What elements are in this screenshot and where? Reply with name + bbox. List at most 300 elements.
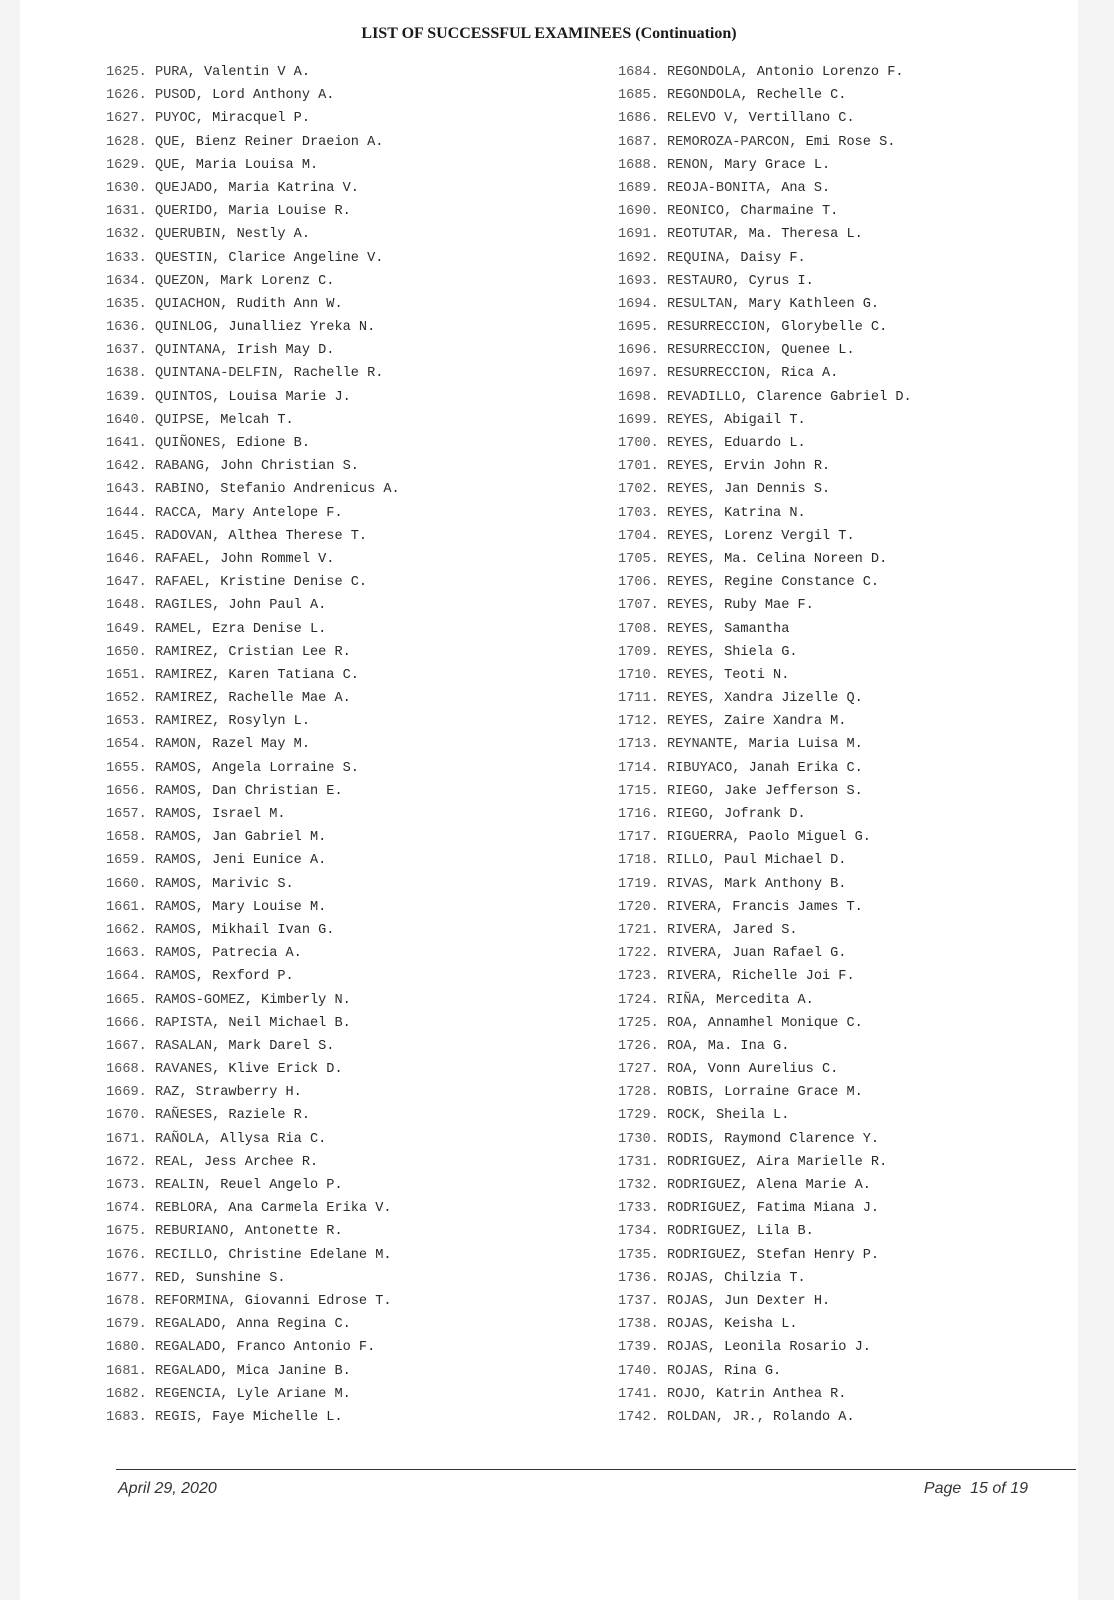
examinee-surname: ROJAS, [666,1293,716,1309]
examinee-number: 1733. [618,1201,659,1217]
examinee-number: 1640. [106,412,147,428]
examinee-row [106,1128,400,1151]
examinee-number: 1682. [106,1386,147,1402]
examinee-given-name: Jofrank D. [724,807,806,822]
examinee-surname: PUYOC, [154,111,204,127]
examinee-number: 1729. [618,1108,659,1124]
examinee-row [106,780,400,803]
examinee-surname: QUINTANA-DELFIN, [154,366,286,382]
examinee-given-name: Mikhail Ivan G. [212,922,335,938]
examinee-surname: RESULTAN, [666,296,741,312]
examinee-number: 1702. [618,482,659,498]
examinee-row [618,803,912,826]
examinee-surname: REGONDOLA, [666,88,749,104]
examinee-number: 1713. [618,737,659,753]
examinee-surname: ROJAS, [666,1363,716,1379]
examinee-given-name: Louisa Marie J. [228,389,351,405]
examinee-row [106,270,400,293]
examinee-number: 1719. [618,876,659,892]
examinee-number: 1662. [106,922,147,938]
examinee-row [618,780,912,803]
examinee-number: 1727. [618,1062,659,1078]
examinee-surname: RAMOS, [154,922,204,938]
examinee-row [618,1035,912,1058]
examinee-row [106,687,400,710]
examinee-surname: REALIN, [154,1178,213,1193]
examinee-surname: RODRIGUEZ, [666,1247,749,1263]
examinee-surname: QUERUBIN, [154,227,229,243]
examinee-surname: RIEGO, [666,807,716,822]
footer-page-number [924,1480,1028,1498]
examinee-given-name: Clarice Angeline V. [228,250,384,266]
examinee-given-name: Vertillano C. [748,111,855,127]
examinee-row [618,1244,912,1267]
examinee-given-name: Lila B. [756,1224,814,1240]
examinee-surname: RASALAN, [154,1038,221,1054]
examinee-given-name: Christine Edelane M. [228,1247,392,1263]
examinee-row [618,293,912,316]
examinee-surname: RABINO, [154,482,213,498]
examinee-given-name: Mark Lorenz C. [220,273,335,289]
examinee-surname: REGIS, [154,1409,204,1425]
examinee-number: 1664. [106,969,147,985]
examinee-surname: RIVERA, [666,922,725,938]
examinee-row [106,386,400,409]
examinee-number: 1716. [618,807,659,822]
examinee-surname: RILLO, [666,853,716,869]
examinee-given-name: Marivic S. [212,876,294,892]
examinee-surname: REBLORA, [154,1201,221,1217]
examinee-number: 1718. [618,853,659,869]
examinee-surname: RAFAEL, [154,551,213,567]
examinee-given-name: Lyle Ariane M. [236,1386,351,1402]
examinee-given-name: Mary Kathleen G. [748,296,880,312]
examinee-row [106,942,400,965]
examinee-row [106,618,400,641]
examinee-row [618,1012,912,1035]
examinee-row [106,1220,400,1243]
examinee-number: 1651. [106,667,147,683]
examinee-surname: PURA, [154,65,196,80]
examinee-number: 1678. [106,1293,147,1309]
examinee-surname: ROJAS, [666,1317,716,1333]
examinee-number: 1679. [106,1317,147,1333]
examinee-row [618,1104,912,1127]
footer-date: April 29, 2020 [118,1480,217,1497]
examinee-given-name: Mercedita A. [715,992,814,1008]
examinee-given-name: Francis James T. [732,899,863,915]
footer-divider [116,1469,1076,1470]
examinee-row [618,710,912,733]
examinee-surname: QUIACHON, [154,296,229,312]
examinee-given-name: Regine Constance C. [724,575,880,591]
examinee-row [106,502,400,525]
examinee-number: 1674. [106,1201,147,1217]
examinee-surname: RAMOS-GOMEZ, [154,992,253,1008]
examinee-given-name: Keisha L. [724,1317,798,1333]
examinee-row [106,1290,400,1313]
examinee-given-name: Edione B. [236,436,310,451]
examinee-number: 1689. [618,180,659,196]
examinee-given-name: Clarence Gabriel D. [756,389,912,405]
examinee-surname: QUIPSE, [154,412,213,428]
examinee-surname: REBURIANO, [154,1224,237,1240]
examinee-surname: RAMIREZ, [154,644,221,660]
examinee-surname: ROCK, [666,1108,708,1124]
examinee-surname: REYES, [666,482,716,498]
examinee-surname: RIGUERRA, [666,830,741,846]
examinee-number: 1704. [618,528,659,544]
examinee-given-name: Ma. Theresa L. [748,227,863,243]
examinee-row [618,131,912,154]
page-total: 19 [1010,1480,1028,1497]
examinee-surname: RIVERA, [666,899,725,915]
examinee-row [106,1336,400,1359]
examinee-row [106,594,400,617]
examinee-given-name: Abigail T. [724,412,806,428]
examinee-given-name: Antonio Lorenzo F. [756,65,904,80]
examinee-row [106,1035,400,1058]
examinee-given-name: Reuel Angelo P. [220,1178,343,1193]
examinee-surname: REGALADO, [154,1340,229,1356]
examinee-number: 1654. [106,737,147,753]
examinee-given-name: Ma. Celina Noreen D. [724,551,888,567]
examinee-surname: REYES, [666,644,716,660]
examinee-number: 1725. [618,1015,659,1031]
examinee-given-name: Stefan Henry P. [756,1247,880,1263]
examinee-number: 1709. [618,644,659,660]
examinee-given-name: Mary Antelope F. [212,505,343,521]
examinee-surname: REGALADO, [154,1363,229,1379]
examinee-number: 1667. [106,1038,147,1054]
examinee-surname: QUEZON, [154,273,213,289]
examinee-given-name: Kristine Denise C. [220,575,368,591]
examinee-given-name: Raymond Clarence Y. [724,1131,880,1147]
examinee-given-name: Paolo Miguel G. [748,830,871,846]
examinee-row [618,641,912,664]
examinee-given-name: Zaire Xandra M. [724,714,847,730]
examinee-surname: PUSOD, [154,88,204,104]
examinee-given-name: Mary Grace L. [724,157,831,173]
examinee-row [106,1104,400,1127]
examinee-row [618,1406,912,1429]
examinee-row [106,1174,400,1197]
examinee-row [618,965,912,988]
examinee-row [106,1012,400,1035]
examinee-given-name: Faye Michelle L. [212,1409,343,1425]
examinee-row [106,965,400,988]
examinee-number: 1712. [618,714,659,730]
examinee-number: 1650. [106,644,147,660]
examinee-number: 1631. [106,204,147,220]
examinee-surname: REVADILLO, [666,389,749,405]
examinee-row [618,1174,912,1197]
examinee-surname: RAMOS, [154,969,204,985]
examinee-surname: REONICO, [666,204,733,220]
examinee-number: 1628. [106,134,147,150]
examinee-row [618,61,912,84]
examinee-row [618,478,912,501]
examinee-row [106,84,400,107]
examinee-row [618,200,912,223]
examinee-given-name: Jess Archee R. [203,1154,319,1170]
examinee-number: 1648. [106,598,147,614]
examinee-number: 1647. [106,575,147,591]
examinee-surname: RAMIREZ, [154,691,221,707]
examinee-row [106,223,400,246]
examinee-given-name: Allysa Ria C. [220,1131,327,1147]
examinee-given-name: Rica A. [781,366,839,382]
examinee-given-name: Rachelle R. [293,366,384,382]
examinee-given-name: John Paul A. [228,598,327,614]
examinee-number: 1645. [106,528,147,544]
examinee-given-name: Anna Regina C. [236,1317,351,1333]
examinee-surname: RAMOS, [154,853,204,869]
examinee-given-name: Razel May M. [212,737,310,753]
examinee-row [618,849,912,872]
examinee-row [618,339,912,362]
examinee-surname: RIVERA, [666,946,725,962]
examinee-number: 1661. [106,899,147,915]
examinee-list-left [106,61,400,1429]
examinee-row [618,247,912,270]
examinee-row [618,502,912,525]
examinee-row [106,641,400,664]
examinee-given-name: Neil Michael B. [228,1015,351,1031]
examinee-given-name: Paul Michael D. [724,853,847,869]
examinee-row [106,61,400,84]
examinee-surname: REMOROZA-PARCON, [666,134,798,150]
examinee-surname: RAÑESES, [154,1108,221,1124]
examinee-given-name: Ezra Denise L. [212,621,327,637]
examinee-number: 1638. [106,366,147,382]
examinee-surname: RAMOS, [154,807,204,822]
examinee-number: 1680. [106,1340,147,1356]
examinee-row [618,1267,912,1290]
examinee-surname: REFORMINA, [154,1293,237,1309]
examinee-row [106,200,400,223]
examinee-number: 1627. [106,111,147,127]
examinee-surname: REAL, [154,1154,196,1170]
examinee-number: 1724. [618,992,659,1008]
examinee-given-name: Daisy F. [740,250,806,266]
examinee-given-name: Israel M. [212,807,286,822]
examinee-number: 1705. [618,551,659,567]
examinee-row [106,362,400,385]
examinee-surname: RESURRECCION, [666,320,774,336]
examinee-surname: REYES, [666,459,716,475]
examinee-number: 1635. [106,296,147,312]
examinee-surname: ROBIS, [666,1085,716,1101]
examinee-number: 1636. [106,320,147,336]
examinee-surname: RODRIGUEZ, [666,1154,749,1170]
examinee-given-name: Charmaine T. [740,204,839,220]
examinee-surname: REYES, [666,667,716,683]
examinee-number: 1738. [618,1317,659,1333]
examinee-given-name: Xandra Jizelle Q. [724,691,863,707]
examinee-row [106,919,400,942]
examinee-row [618,223,912,246]
examinee-row [106,571,400,594]
examinee-surname: REOTUTAR, [666,227,741,243]
examinee-surname: RENON, [666,157,716,173]
examinee-number: 1663. [106,946,147,962]
examinee-row [106,177,400,200]
examinee-number: 1685. [618,88,659,104]
examinee-number: 1625. [106,65,147,80]
examinee-surname: RIBUYACO, [666,760,741,776]
examinee-surname: QUEJADO, [154,180,221,196]
examinee-row [618,989,912,1012]
examinee-number: 1717. [618,830,659,846]
examinee-surname: RAÑOLA, [154,1131,213,1147]
examinee-given-name: Annamhel Monique C. [707,1015,863,1031]
examinee-surname: ROA, [666,1038,700,1054]
examinee-given-name: Quenee L. [781,343,855,359]
examinee-row [618,1360,912,1383]
examinee-row [106,409,400,432]
examinee-given-name: Rosylyn L. [228,714,310,730]
examinee-number: 1653. [106,714,147,730]
examinee-given-name: Miracquel P. [212,111,310,127]
examinee-number: 1686. [618,111,659,127]
examinee-row [618,1128,912,1151]
examinee-row [106,1151,400,1174]
examinee-row [618,455,912,478]
examinee-surname: RABANG, [154,459,213,475]
examinee-given-name: Juan Rafael G. [732,946,847,962]
examinee-number: 1684. [618,65,659,80]
examinee-row [618,896,912,919]
examinee-given-name: Ruby Mae F. [724,598,814,614]
examinee-number: 1644. [106,505,147,521]
examinee-row [106,849,400,872]
examinee-given-name: Rina G. [724,1363,782,1379]
examinee-row [618,154,912,177]
examinee-given-name: Nestly A. [236,227,310,243]
examinee-surname: ROJAS, [666,1270,716,1286]
examinee-surname: RAMOS, [154,783,204,799]
examinee-surname: QUE, [154,157,188,173]
examinee-number: 1637. [106,343,147,359]
examinee-surname: RAVANES, [154,1062,221,1078]
examinee-row [106,293,400,316]
examinee-given-name: Ma. Ina G. [707,1038,790,1054]
examinee-row [106,989,400,1012]
examinee-row [618,1336,912,1359]
examinee-number: 1730. [618,1131,659,1147]
examinee-given-name: Mica Janine B. [236,1363,351,1379]
examinee-surname: QUINLOG, [154,320,221,336]
examinee-surname: RIÑA, [666,992,708,1008]
examinee-given-name: Glorybelle C. [781,320,888,336]
examinee-list-right [618,61,912,1429]
examinee-surname: QUE, [154,134,188,150]
examinee-given-name: Lorraine Grace M. [724,1085,863,1101]
examinee-surname: QUIÑONES, [154,436,229,451]
examinee-surname: RODRIGUEZ, [666,1178,749,1193]
examinee-given-name: Valentin V A. [203,65,310,80]
examinee-given-name: Angela Lorraine S. [212,760,359,776]
examinee-row [106,432,400,455]
examinee-surname: RESURRECCION, [666,366,774,382]
examinee-number: 1672. [106,1154,147,1170]
examinee-row [106,525,400,548]
examinee-number: 1658. [106,830,147,846]
examinee-row [618,687,912,710]
examinee-surname: REYES, [666,551,716,567]
examinee-row [618,362,912,385]
examinee-number: 1655. [106,760,147,776]
examinee-given-name: Fatima Miana J. [756,1201,880,1217]
examinee-surname: REOJA-BONITA, [666,180,774,196]
examinee-given-name: Katrin Anthea R. [715,1386,847,1402]
examinee-row [618,1151,912,1174]
examinee-row [618,316,912,339]
examinee-row [618,873,912,896]
examinee-number: 1732. [618,1178,659,1193]
examinee-number: 1735. [618,1247,659,1263]
examinee-row [618,826,912,849]
examinee-given-name: Eduardo L. [724,436,806,451]
examinee-surname: RAMOS, [154,876,204,892]
examinee-number: 1695. [618,320,659,336]
examinee-given-name: Rudith Ann W. [236,296,343,312]
examinee-row [618,618,912,641]
examinee-surname: REYES, [666,412,716,428]
examinee-number: 1629. [106,157,147,173]
examinee-row [106,757,400,780]
examinee-row [106,478,400,501]
examinee-surname: RODIS, [666,1131,716,1147]
examinee-surname: ROLDAN, JR., [666,1409,765,1425]
examinee-row [106,1383,400,1406]
examinee-number: 1692. [618,250,659,266]
examinee-number: 1639. [106,389,147,405]
examinee-surname: ROA, [666,1015,700,1031]
examinee-surname: RELEVO V, [666,111,741,127]
examinee-row [618,525,912,548]
examinee-number: 1736. [618,1270,659,1286]
examinee-number: 1683. [106,1409,147,1425]
examinee-surname: ROJO, [666,1386,708,1402]
examinee-row [106,873,400,896]
examinee-row [618,1290,912,1313]
examinee-surname: QUESTIN, [154,250,221,266]
examinee-number: 1668. [106,1062,147,1078]
examinee-surname: RAMON, [154,737,204,753]
examinee-number: 1652. [106,691,147,707]
examinee-number: 1700. [618,436,659,451]
examinee-given-name: Vonn Aurelius C. [707,1062,839,1078]
examinee-row [106,826,400,849]
examinee-row [106,710,400,733]
examinee-number: 1720. [618,899,659,915]
examinee-number: 1696. [618,343,659,359]
examinee-given-name: Sheila L. [715,1108,790,1124]
examinee-surname: RAMOS, [154,830,204,846]
examinee-given-name: Katrina N. [724,505,806,521]
examinee-row [618,1313,912,1336]
page-title: LIST OF SUCCESSFUL EXAMINEES (Continuation) [361,25,737,42]
page-label: Page [923,1480,962,1497]
examinee-number: 1734. [618,1224,659,1240]
examinee-given-name: Rechelle C. [756,88,847,104]
examinee-given-name: Sunshine S. [195,1270,286,1286]
examinee-row [106,1267,400,1290]
examinee-given-name: Aira Marielle R. [756,1154,888,1170]
examinee-given-name: Maria Louise R. [228,204,351,220]
